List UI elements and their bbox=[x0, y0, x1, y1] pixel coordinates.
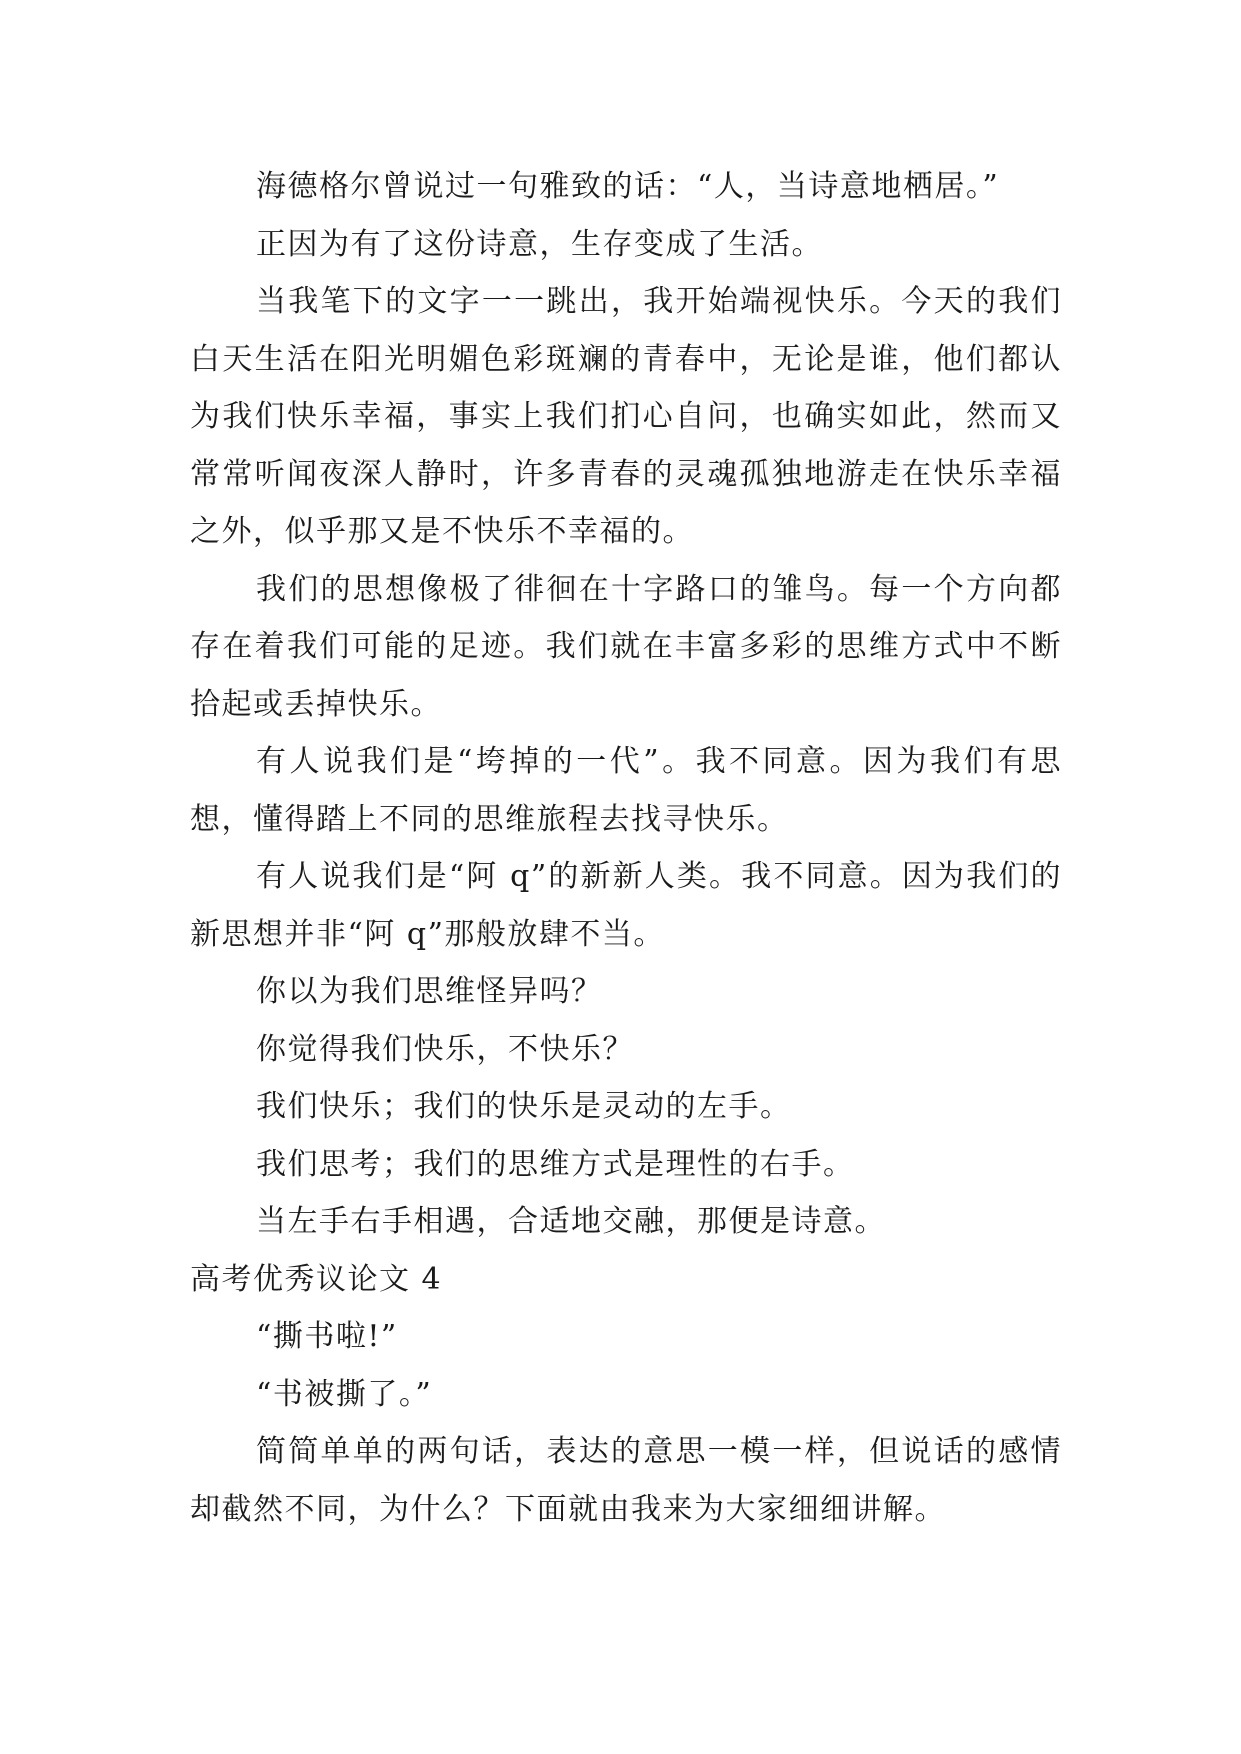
document-body bbox=[190, 158, 1062, 1538]
paragraph: 当左手右手相遇，合适地交融，那便是诗意。 bbox=[256, 1204, 886, 1239]
paragraph: “书被撕了。” bbox=[256, 1376, 433, 1412]
paragraph: 当我笔下的文字一一跳出，我开始端视快乐。今天的我们白天生活在阳光明媚色彩斑斓的青春中，无论是谁，他们都认为我们快乐幸福，事实上我们扪心自问，也确实如此，然而又常常听闻夜深人静时，许多青春的灵魂孤独地游走在快乐幸福之外，似乎那又是不快乐不幸福的。 bbox=[190, 284, 1062, 549]
paragraph: 海德格尔曾说过一句雅致的话：“人，当诗意地栖居。” bbox=[256, 169, 1000, 204]
paragraph: 我们思考；我们的思维方式是理性的右手。 bbox=[256, 1146, 855, 1182]
section-heading: 高考优秀议论文 4 bbox=[190, 1261, 443, 1297]
paragraph: 我们快乐；我们的快乐是灵动的左手。 bbox=[256, 1089, 792, 1124]
paragraph: 正因为有了这份诗意，生存变成了生活。 bbox=[256, 226, 823, 262]
paragraph: 简简单单的两句话，表达的意思一模一样，但说话的感情却截然不同，为什么？下面就由我来为大家细细讲解。 bbox=[190, 1434, 1062, 1527]
paragraph: “撕书啦!” bbox=[256, 1319, 398, 1354]
paragraph: 你以为我们思维怪异吗？ bbox=[256, 974, 603, 1009]
paragraph: 你觉得我们快乐，不快乐？ bbox=[256, 1031, 634, 1067]
paragraph: 有人说我们是“垮掉的一代”。我不同意。因为我们有思想，懂得踏上不同的思维旅程去找寻快乐。 bbox=[190, 744, 1062, 837]
paragraph: 有人说我们是“阿 q”的新新人类。我不同意。因为我们的新思想并非“阿 q”那般放肆不当。 bbox=[190, 859, 1062, 952]
paragraph: 我们的思想像极了徘徊在十字路口的雏鸟。每一个方向都存在着我们可能的足迹。我们就在丰富多彩的思维方式中不断拾起或丢掉快乐。 bbox=[190, 571, 1062, 722]
